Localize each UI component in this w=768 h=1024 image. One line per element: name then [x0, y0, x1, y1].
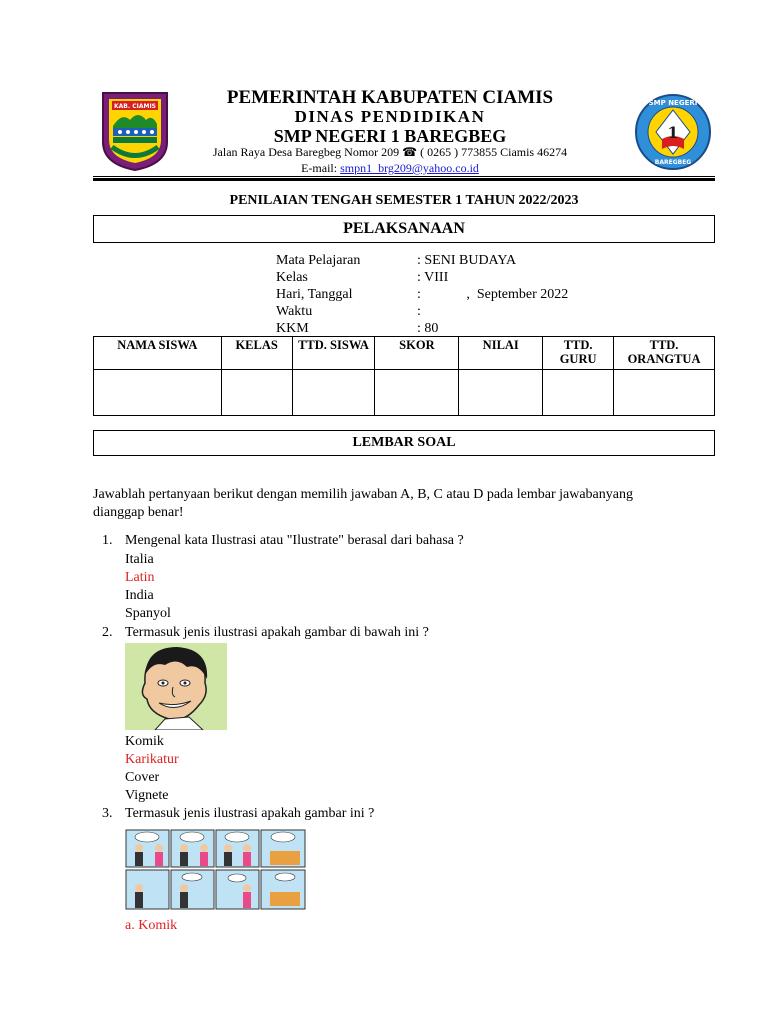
option-q1-a[interactable]: Italia: [125, 552, 154, 567]
info-value: :: [417, 304, 421, 319]
phone-icon: ☎: [402, 145, 418, 159]
cell-ttd-siswa[interactable]: [292, 370, 375, 416]
option-q2-d[interactable]: Vignete: [125, 788, 169, 803]
caricature-image: [125, 643, 227, 730]
svg-text:KAB. CIAMIS: KAB. CIAMIS: [113, 103, 157, 110]
grade-table-header: [94, 337, 715, 370]
svg-text:SMP NEGERI: SMP NEGERI: [648, 99, 698, 107]
option-q1-c[interactable]: India: [125, 588, 154, 603]
info-label: Hari, Tanggal: [276, 287, 353, 302]
col-header-ttd-orangtua: TTD. ORANGTUA: [614, 337, 715, 370]
info-label: Waktu: [276, 304, 313, 319]
grade-table-row: [94, 370, 715, 416]
question-text: Termasuk jenis ilustrasi apakah gambar di bawah ini ?: [125, 625, 429, 640]
option-q2-a[interactable]: Komik: [125, 734, 164, 749]
cell-ttd-guru[interactable]: [543, 370, 614, 416]
info-label: Mata Pelajaran: [276, 253, 361, 268]
info-value: : , September 2022: [417, 287, 569, 302]
address-prefix: Jalan Raya Desa Baregbeg Nomor 209: [212, 145, 403, 159]
exam-title: PENILAIAN TENGAH SEMESTER 1 TAHUN 2022/2023: [229, 193, 579, 208]
question-text: Termasuk jenis ilustrasi apakah gambar ini ?: [125, 806, 375, 821]
col-header-kelas: KELAS: [221, 337, 292, 370]
cell-ttd-orangtua[interactable]: [614, 370, 715, 416]
info-value: : SENI BUDAYA: [417, 253, 517, 268]
option-q2-c[interactable]: Cover: [125, 770, 160, 785]
option-q1-b-answer[interactable]: Latin: [125, 570, 155, 585]
header-divider-thin: [93, 176, 715, 177]
email-label: E-mail:: [301, 161, 341, 175]
col-header-ttd-guru: TTD. GURU: [543, 337, 614, 370]
school-address: [180, 145, 600, 160]
question-number: 3.: [102, 806, 113, 821]
header-department: DINAS PENDIDIKAN: [294, 107, 486, 126]
col-header-skor: SKOR: [375, 337, 459, 370]
col-header-nama-siswa: NAMA SISWA: [94, 337, 222, 370]
svg-text:BAREGBEG: BAREGBEG: [654, 159, 692, 166]
info-label: Kelas: [276, 270, 308, 285]
comic-strip-image: [125, 826, 306, 911]
question-number: 2.: [102, 625, 113, 640]
school-email: [180, 161, 600, 176]
svg-text:1: 1: [667, 123, 679, 142]
cell-nama-siswa[interactable]: [94, 370, 222, 416]
info-label: KKM: [276, 321, 309, 336]
cell-nilai[interactable]: [459, 370, 543, 416]
info-value: : 80: [417, 321, 439, 336]
option-q1-d[interactable]: Spanyol: [125, 606, 171, 621]
question-number: 1.: [102, 533, 113, 548]
cell-skor[interactable]: [375, 370, 459, 416]
header-school: SMP NEGERI 1 BAREGBEG: [273, 126, 507, 146]
header-divider-thick: [93, 178, 715, 181]
instruction-text: Jawablah pertanyaan berikut dengan memilih jawaban A, B, C atau D pada lembar jawabanyang dianggap benar!: [93, 487, 633, 520]
kabupaten-ciamis-logo: [100, 90, 170, 172]
question-text: Mengenal kata Ilustrasi atau "Ilustrate" berasal dari bahasa ?: [125, 533, 464, 548]
address-suffix: ( 0265 ) 773855 Ciamis 46274: [417, 145, 568, 159]
cell-kelas[interactable]: [221, 370, 292, 416]
col-header-ttd-siswa: TTD. SISWA: [292, 337, 375, 370]
option-q3-a-answer[interactable]: a. Komik: [125, 918, 178, 933]
option-q2-b-answer[interactable]: Karikatur: [125, 752, 179, 767]
col-header-nilai: NILAI: [459, 337, 543, 370]
info-value: : VIII: [417, 270, 449, 285]
section-lembar-soal: LEMBAR SOAL: [93, 430, 715, 456]
smp-negeri-1-baregbeg-logo: [634, 93, 712, 171]
email-link[interactable]: smpn1_brg209@yahoo.co.id: [340, 161, 479, 175]
grade-table: [93, 336, 715, 416]
section-pelaksanaan: PELAKSANAAN: [93, 215, 715, 243]
header-government: PEMERINTAH KABUPATEN CIAMIS: [226, 87, 554, 108]
